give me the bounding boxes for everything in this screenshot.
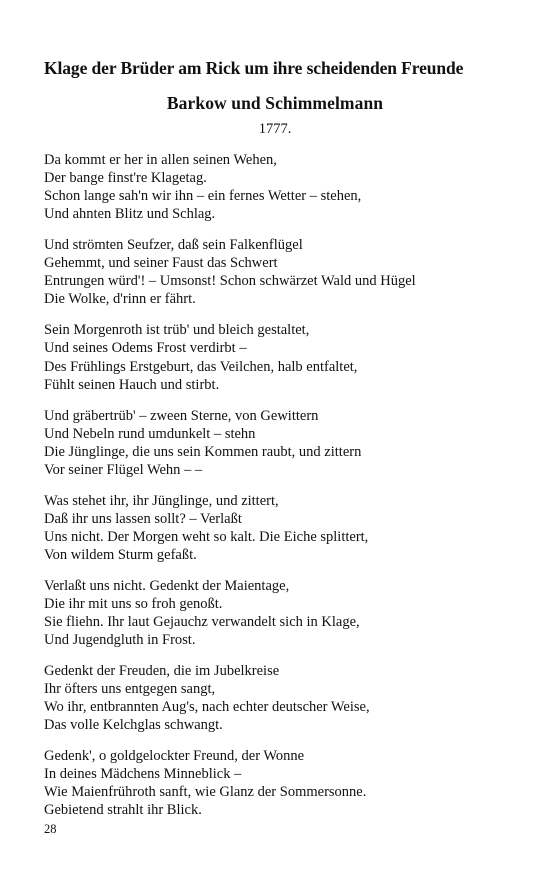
verse-line: Uns nicht. Der Morgen weht so kalt. Die Eiche splittert, bbox=[44, 528, 369, 545]
verse-line: Wie Maienfrühroth sanft, wie Glanz der Sommersonne. bbox=[44, 784, 367, 801]
verse-line: Die ihr mit uns so froh genoßt. bbox=[44, 595, 223, 612]
stanza-7 bbox=[44, 662, 524, 734]
verse-line: Entrungen würd'! – Umsonst! Schon schwärzet Wald und Hügel bbox=[44, 273, 416, 290]
poem-title: Klage der Brüder am Rick um ihre scheidenden Freunde bbox=[44, 58, 464, 78]
verse-line: Die Wolke, d'rinn er fährt. bbox=[44, 291, 196, 308]
stanza-2 bbox=[44, 236, 524, 308]
verse-line: Gedenkt der Freuden, die im Jubelkreise bbox=[44, 663, 280, 680]
verse-line: Der bange finst're Klagetag. bbox=[44, 170, 207, 187]
page-number: 28 bbox=[44, 822, 57, 836]
stanza-3 bbox=[44, 321, 524, 393]
verse-line: Des Frühlings Erstgeburt, das Veilchen, halb entfaltet, bbox=[44, 358, 358, 375]
verse-line: Wo ihr, entbrannten Aug's, nach echter deutscher Weise, bbox=[44, 699, 370, 716]
verse-line: Gebietend strahlt ihr Blick. bbox=[44, 802, 202, 819]
verse-line: Und Nebeln rund umdunkelt – stehn bbox=[44, 425, 256, 442]
verse-line: Fühlt seinen Hauch und stirbt. bbox=[44, 376, 220, 393]
verse-line: Und Jugendgluth in Frost. bbox=[44, 632, 196, 649]
verse-line: Von wildem Sturm gefaßt. bbox=[44, 546, 197, 563]
poem-subtitle: Barkow und Schimmelmann bbox=[166, 93, 384, 113]
verse-line: Gehemmt, und seiner Faust das Schwert bbox=[44, 255, 278, 272]
poem-year: 1777. bbox=[258, 121, 292, 137]
verse-line: Und strömten Seufzer, daß sein Falkenflügel bbox=[44, 237, 303, 254]
verse-line: Da kommt er her in allen seinen Wehen, bbox=[44, 152, 277, 168]
verse-line: Was stehet ihr, ihr Jünglinge, und zittert, bbox=[44, 492, 279, 509]
verse-line: Und seines Odems Frost verdirbt – bbox=[44, 340, 247, 357]
verse-line: Verlaßt uns nicht. Gedenkt der Maientage, bbox=[44, 577, 290, 594]
stanza-5 bbox=[44, 492, 524, 564]
verse-line: Die Jünglinge, die uns sein Kommen raubt, und zittern bbox=[44, 443, 362, 460]
verse-line: Vor seiner Flügel Wehn – – bbox=[44, 461, 203, 478]
verse-line: In deines Mädchens Minneblick – bbox=[44, 766, 242, 783]
verse-line: Sein Morgenroth ist trüb' und bleich gestaltet, bbox=[44, 322, 310, 339]
stanza-6 bbox=[44, 577, 524, 649]
verse-line: Ihr öfters uns entgegen sangt, bbox=[44, 681, 216, 698]
verse-line: Und gräbertrüb' – zween Sterne, von Gewittern bbox=[44, 407, 319, 424]
verse-line: Sie fliehn. Ihr laut Gejauchz verwandelt sich in Klage, bbox=[44, 614, 360, 631]
stanza-1 bbox=[44, 151, 524, 223]
stanza-8 bbox=[44, 747, 524, 819]
poem-body bbox=[44, 151, 524, 832]
verse-line: Gedenk', o goldgelockter Freund, der Wonne bbox=[44, 748, 305, 765]
stanza-4 bbox=[44, 407, 524, 479]
verse-line: Daß ihr uns lassen sollt? – Verlaßt bbox=[44, 510, 242, 527]
verse-line: Das volle Kelchglas schwangt. bbox=[44, 717, 223, 734]
verse-line: Und ahnten Blitz und Schlag. bbox=[44, 206, 216, 223]
verse-line: Schon lange sah'n wir ihn – ein fernes Wetter – stehen, bbox=[44, 188, 362, 205]
